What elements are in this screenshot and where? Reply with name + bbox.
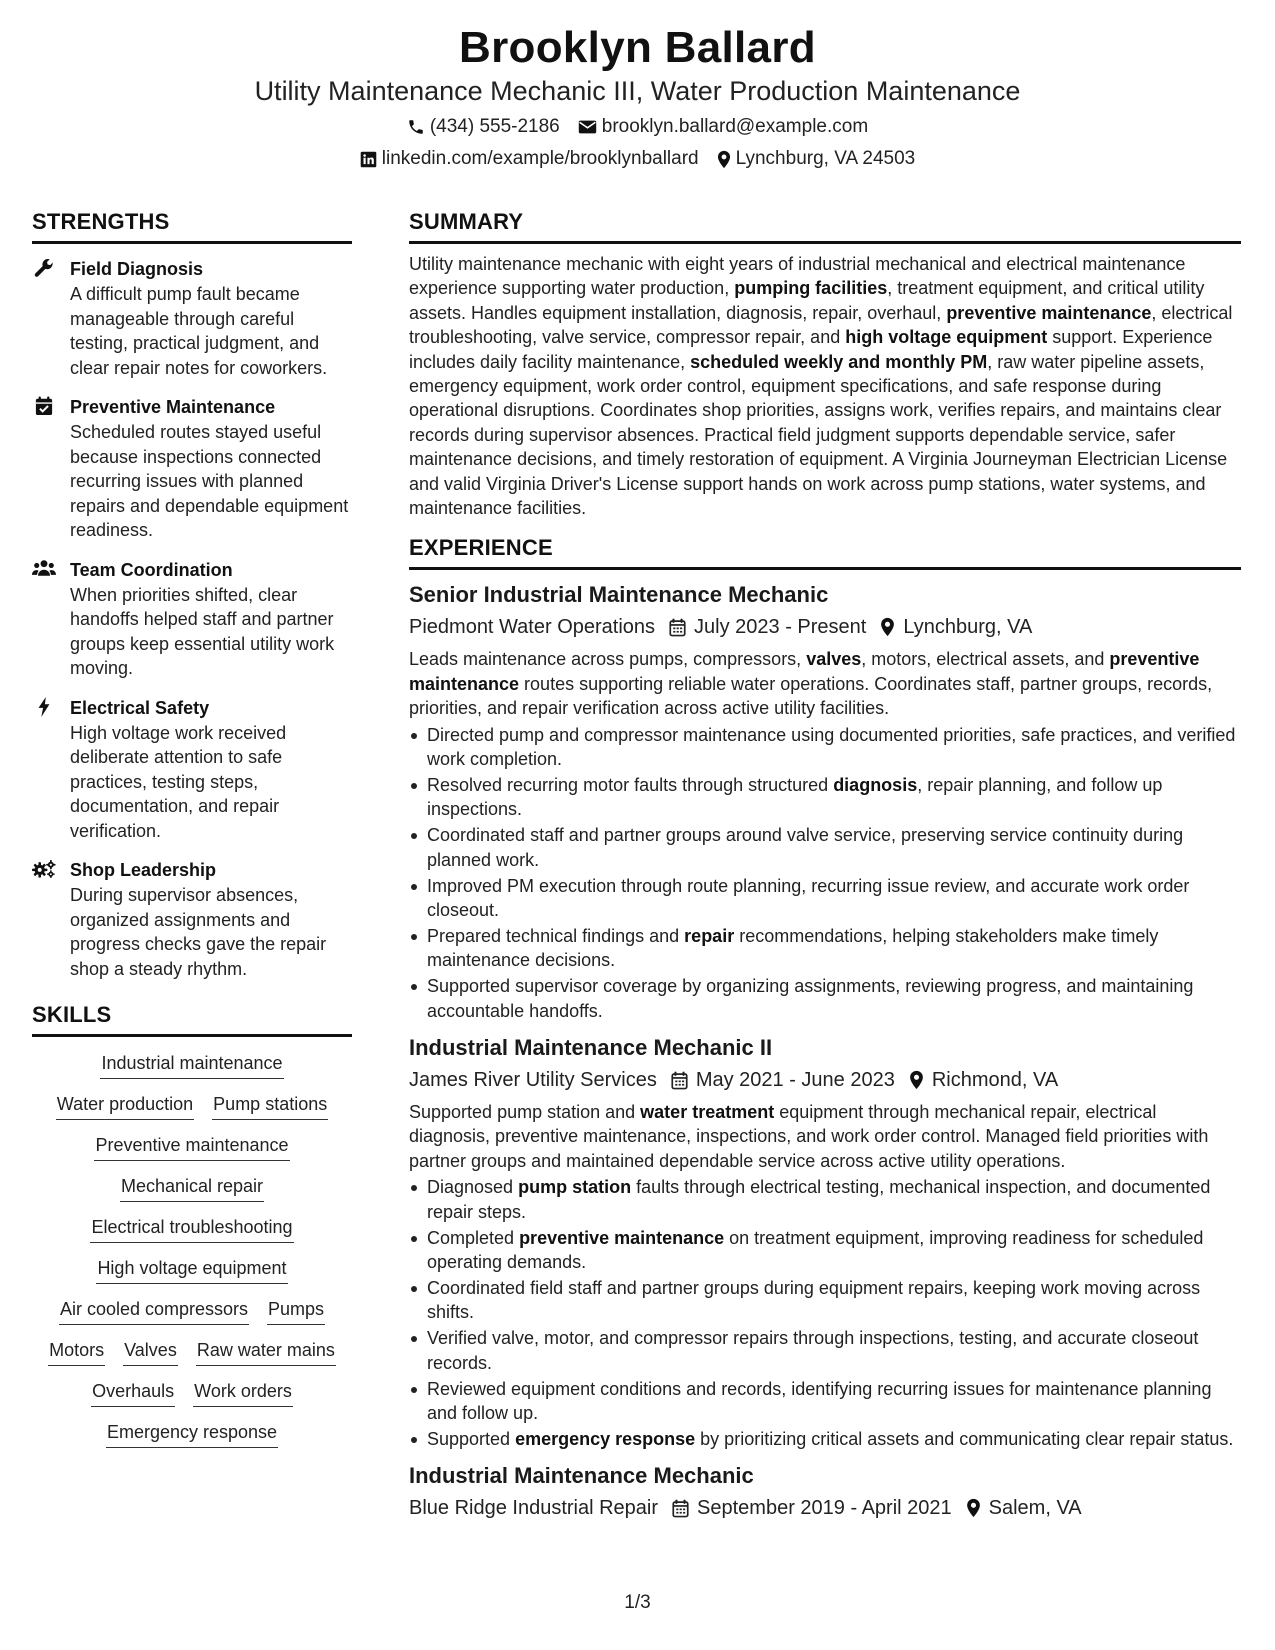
bold-keyword: diagnosis <box>833 775 918 795</box>
bullet-item: Coordinated staff and partner groups around valve service, preserving service continuity during planned work. <box>409 823 1241 872</box>
job-description: Supported pump station and water treatment equipment through mechanical repair, electrical diagnosis, preventive maintenance, inspections, and work order control. Managed field priorities with partner groups and maintained dependable service across active utility operations. <box>409 1102 1209 1171</box>
users-icon <box>32 557 56 681</box>
map-pin-icon <box>909 1070 924 1090</box>
bullet-item: Supported supervisor coverage by organizing assignments, reviewing progress, and maintaining accountable handoffs. <box>409 974 1241 1023</box>
linkedin-url: linkedin.com/example/brooklynballard <box>381 148 699 169</box>
bold-keyword: pumping facilities <box>734 278 888 299</box>
skill-tag: Preventive maintenance <box>94 1133 289 1161</box>
strength-item <box>32 394 352 543</box>
bold-keyword: high voltage equipment <box>845 327 1048 348</box>
skill-tag: Emergency response <box>106 1420 278 1448</box>
gears-icon <box>32 857 56 981</box>
skill-tag: High voltage equipment <box>96 1256 287 1284</box>
bullet-item: Resolved recurring motor faults through structured diagnosis, repair planning, and follow up inspections. <box>409 773 1241 822</box>
phone-icon <box>407 118 425 136</box>
experience-list <box>409 580 1241 1522</box>
phone-number: (434) 555-2186 <box>429 116 560 137</box>
job-role: Industrial Maintenance Mechanic <box>409 1463 754 1489</box>
bold-keyword: water treatment <box>640 1102 775 1123</box>
skill-tag: Mechanical repair <box>120 1174 264 1202</box>
job-location <box>966 1494 1082 1522</box>
skill-row <box>94 1133 289 1161</box>
calendar-icon <box>671 1071 688 1090</box>
strength-item <box>32 256 352 380</box>
job-bullets <box>409 1175 1241 1451</box>
skill-row <box>56 1092 328 1120</box>
skill-row <box>120 1174 264 1202</box>
strength-item <box>32 695 352 844</box>
skill-row <box>100 1051 283 1079</box>
bullet-item: Reviewed equipment conditions and records, identifying recurring issues for maintenance planning and follow up. <box>409 1377 1241 1426</box>
map-pin-icon <box>966 1498 981 1518</box>
job-entry <box>409 580 1241 1023</box>
bold-keyword: preventive maintenance <box>409 649 1200 694</box>
skill-tag: Valves <box>123 1338 178 1366</box>
job-meta <box>409 1066 1241 1094</box>
job-role: Senior Industrial Maintenance Mechanic <box>409 582 829 608</box>
location-contact <box>717 146 916 172</box>
job-entry <box>409 1033 1241 1451</box>
strength-text: Scheduled routes stayed useful because inspections connected recurring issues with planned repairs and dependable equipment readiness. <box>70 422 349 540</box>
experience-heading: EXPERIENCE <box>409 534 1241 570</box>
map-pin-icon <box>717 150 731 169</box>
strength-item <box>32 557 352 681</box>
skill-row <box>59 1297 325 1325</box>
phone-contact[interactable] <box>407 114 560 140</box>
job-meta <box>409 613 1241 641</box>
skill-row <box>90 1215 293 1243</box>
candidate-title: Utility Maintenance Mechanic III, Water Production Maintenance <box>254 76 1021 106</box>
summary-heading: SUMMARY <box>409 208 1241 244</box>
bold-keyword: valves <box>806 649 862 670</box>
bold-keyword: preventive maintenance <box>519 1227 725 1248</box>
skill-tag: Raw water mains <box>196 1338 336 1366</box>
bold-keyword: pump station <box>518 1177 632 1198</box>
job-location-text: Richmond, VA <box>931 1069 1059 1092</box>
email-contact[interactable] <box>578 114 868 140</box>
skill-tag: Industrial maintenance <box>100 1051 283 1079</box>
skill-tag: Air cooled compressors <box>59 1297 249 1325</box>
skill-row <box>106 1420 278 1448</box>
strength-text: When priorities shifted, clear handoffs helped staff and partner groups keep essential utility work moving. <box>70 584 335 678</box>
skills-heading: SKILLS <box>32 1001 352 1037</box>
strength-text: A difficult pump fault became manageable through careful testing, practical judgment, and clear repair notes for coworkers. <box>70 284 328 378</box>
envelope-icon <box>578 119 597 135</box>
strength-item <box>32 857 352 981</box>
location-text: Lynchburg, VA 24503 <box>735 148 916 169</box>
calendar-icon <box>672 1499 689 1518</box>
bullet-item: Directed pump and compressor maintenance using documented priorities, safe practices, and verified work completion. <box>409 723 1241 772</box>
bold-keyword: scheduled weekly and monthly PM <box>690 351 988 372</box>
bullet-item: Diagnosed pump station faults through electrical testing, mechanical inspection, and documented repair steps. <box>409 1175 1241 1224</box>
left-column <box>32 208 352 1461</box>
linkedin-contact[interactable] <box>360 146 699 172</box>
right-column <box>409 208 1241 1522</box>
skill-tag: Work orders <box>193 1379 293 1407</box>
map-pin-icon <box>880 617 895 637</box>
strength-text: During supervisor absences, organized assignments and progress checks gave the repair shop a steady rhythm. <box>70 885 327 979</box>
wrench-icon <box>32 256 56 380</box>
calendar-check-icon <box>32 394 56 543</box>
bold-keyword: emergency response <box>515 1428 696 1449</box>
email-address: brooklyn.ballard@example.com <box>601 116 869 137</box>
skill-tag: Overhauls <box>91 1379 175 1407</box>
calendar-icon <box>669 618 686 637</box>
job-entry <box>409 1461 1241 1522</box>
bullet-item: Improved PM execution through route planning, recurring issue review, and accurate work order closeout. <box>409 874 1241 923</box>
page-number: 1/3 <box>624 1592 651 1613</box>
job-dates-text: May 2021 - June 2023 <box>695 1069 895 1092</box>
job-bullets <box>409 723 1241 1023</box>
job-company: Piedmont Water Operations <box>409 616 656 639</box>
bold-keyword: repair <box>684 925 735 946</box>
job-description: Leads maintenance across pumps, compressors, valves, motors, electrical assets, and preventive maintenance routes supporting reliable water operations. Coordinates staff, partner groups, records, priorities, and repair verification across active utility facilities. <box>409 649 1213 719</box>
bullet-item: Coordinated field staff and partner groups during equipment repairs, keeping work moving across shifts. <box>409 1276 1241 1325</box>
bullet-item: Verified valve, motor, and compressor repairs through inspections, testing, and accurate closeout records. <box>409 1326 1241 1375</box>
job-meta <box>409 1494 1241 1522</box>
skill-tag: Pumps <box>267 1297 325 1325</box>
strength-title: Team Coordination <box>70 559 233 580</box>
strength-title: Field Diagnosis <box>70 259 204 279</box>
bolt-icon <box>32 695 56 844</box>
job-company: James River Utility Services <box>409 1069 657 1092</box>
skill-tag: Electrical troubleshooting <box>90 1215 293 1243</box>
strength-title: Shop Leadership <box>70 860 217 880</box>
job-dates <box>669 613 866 641</box>
job-location-text: Lynchburg, VA <box>903 616 1033 639</box>
bullet-item: Completed preventive maintenance on treatment equipment, improving readiness for scheduled operating demands. <box>409 1226 1241 1275</box>
skill-row <box>91 1379 293 1407</box>
summary-text: Utility maintenance mechanic with eight years of industrial mechanical and electrical maintenance experience supporting water production, pumping facilities, treatment equipment, and critical utility assets. Handles equipment installation, diagnosis, repair, overhaul, preventive maintenance, electrical troubleshooting, valve service, compressor repair, and high voltage equipment support. Experience includes daily facility maintenance, scheduled weekly and monthly PM, raw water pipeline assets, emergency equipment, work order control, equipment specifications, and safe response during operational disruptions. Coordinates shop priorities, assigns work, verifies repairs, and maintains clear records during supervisor absences. Practical field judgment supports dependable service, safer maintenance decisions, and timely restoration of equipment. A Virginia Journeyman Electrician License and valid Virginia Driver's License support hands on work across pump stations, water systems, and maintenance facilities. <box>409 254 1233 519</box>
skill-tag: Pump stations <box>212 1092 328 1120</box>
contact-row-secondary <box>0 146 1275 172</box>
skill-row <box>48 1338 336 1366</box>
bullet-item: Prepared technical findings and repair recommendations, helping stakeholders make timely maintenance decisions. <box>409 924 1241 973</box>
candidate-name: Brooklyn Ballard <box>459 23 816 72</box>
strengths-list <box>32 256 352 981</box>
job-role: Industrial Maintenance Mechanic II <box>409 1035 773 1061</box>
job-dates-text: July 2023 - Present <box>694 616 867 639</box>
bold-keyword: preventive maintenance <box>946 302 1152 323</box>
job-dates-text: September 2019 - April 2021 <box>697 1497 952 1520</box>
job-dates <box>672 1494 952 1522</box>
job-company: Blue Ridge Industrial Repair <box>409 1497 659 1520</box>
resume-header <box>0 22 1275 172</box>
job-dates <box>671 1066 895 1094</box>
skill-tag: Water production <box>56 1092 194 1120</box>
skill-tag: Motors <box>48 1338 105 1366</box>
strengths-heading: STRENGTHS <box>32 208 352 244</box>
strength-text: High voltage work received deliberate attention to safe practices, testing steps, documentation, and repair verification. <box>70 722 287 841</box>
strength-title: Electrical Safety <box>70 697 210 718</box>
job-location-text: Salem, VA <box>988 1497 1082 1520</box>
skill-row <box>96 1256 287 1284</box>
contact-row-primary <box>0 114 1275 140</box>
linkedin-icon <box>360 151 377 168</box>
strength-title: Preventive Maintenance <box>70 397 276 417</box>
bullet-item: Supported emergency response by prioritizing critical assets and communicating clear repair status. <box>409 1427 1241 1451</box>
skills-list <box>32 1051 352 1461</box>
job-location <box>880 613 1032 641</box>
job-location <box>909 1066 1058 1094</box>
